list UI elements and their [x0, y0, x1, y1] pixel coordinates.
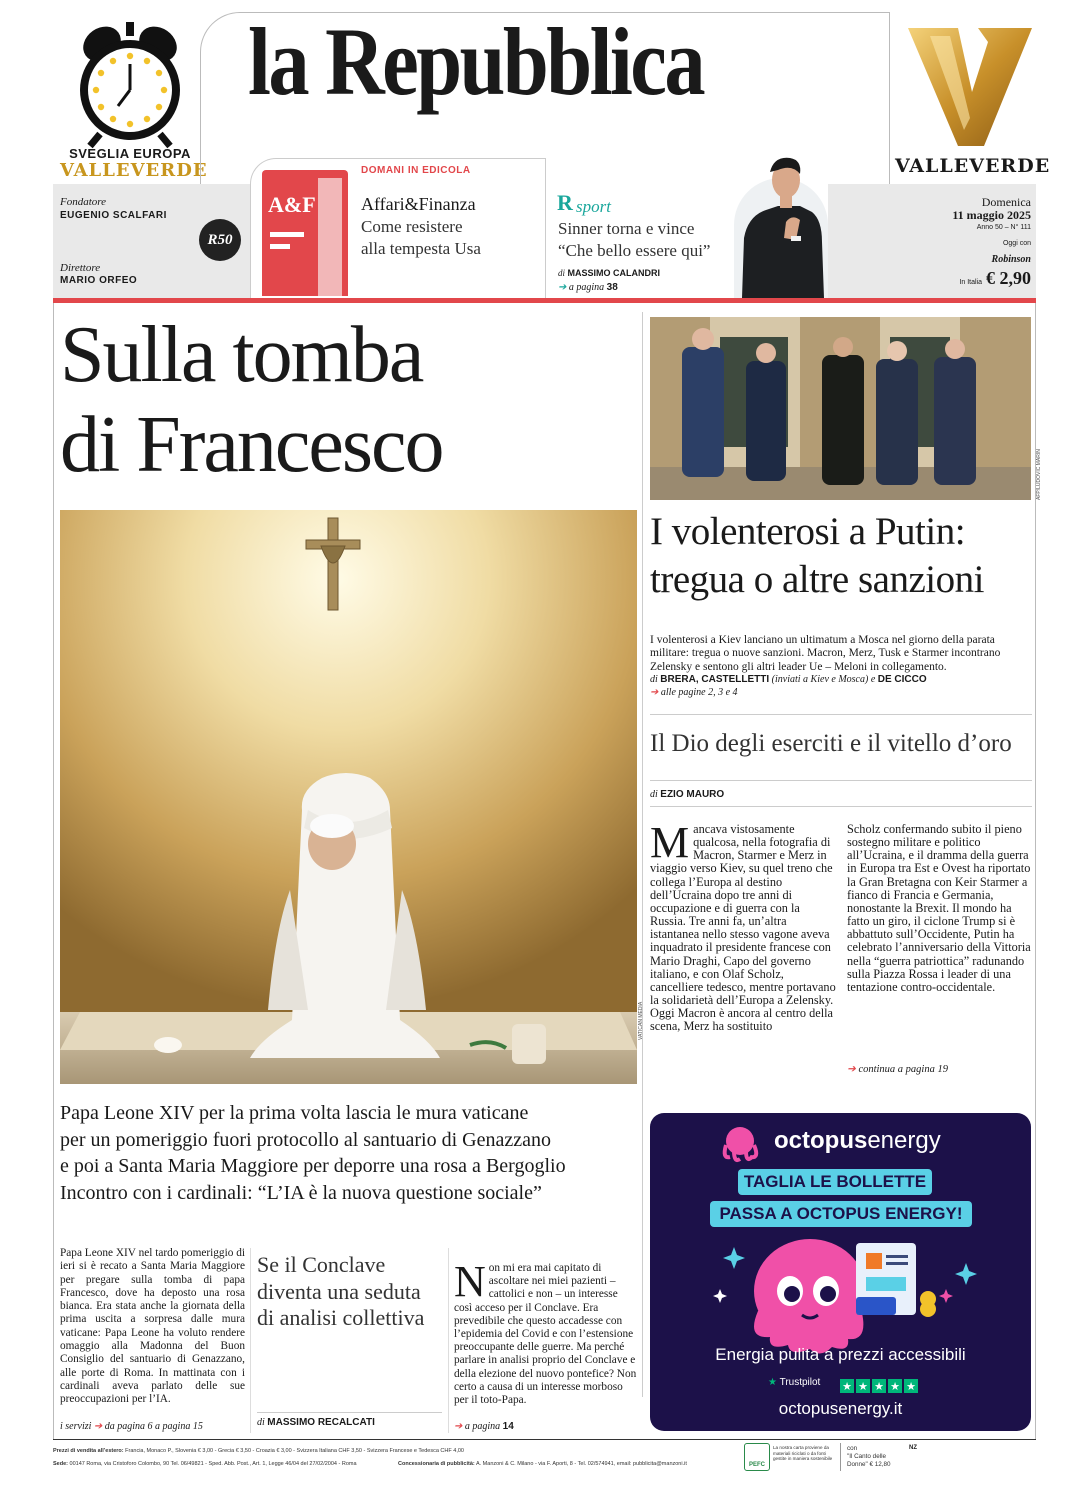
- european-leaders-photo[interactable]: [650, 317, 1031, 500]
- lead-body-text: Papa Leone XIV nel tardo pomeriggio di ieri si è recato a Santa Maria Maggiore per pregare sulla tomba di papa Francesco, dove ha deposto una rosa bianca. Era stata anche la giornata della prima uscita a sorpresa dalle mura vaticane: Papa Leone ha voluto rendere omaggio alla Madonna del Buon Consiglio del santuario di Genazzano, alle porte di Roma. In mattinata con i cardinali aveva parlato delle sue preoccupazioni per l’IA.: [60, 1247, 245, 1406]
- octopus-mascot-icon: [754, 1239, 866, 1354]
- cover-price: [900, 268, 1031, 289]
- af-title[interactable]: Affari&Finanza: [361, 194, 476, 214]
- issue-number: Anno 50 – N° 111: [976, 224, 1031, 231]
- page-number: 38: [606, 282, 618, 293]
- sport-headline-line: Sinner torna e vince: [558, 219, 695, 238]
- ad-url[interactable]: octopusenergy.it: [778, 1399, 903, 1418]
- footer-seat-label: Sede:: [53, 1461, 68, 1467]
- drop-cap: M: [650, 818, 690, 867]
- conclave-author: MASSIMO RECALCATI: [267, 1417, 375, 1428]
- director-label: Direttore: [60, 262, 101, 274]
- conclave-byline: [257, 1412, 442, 1428]
- ukraine-summary: I volenterosi a Kiev lanciano un ultimatum a Mosca nel giorno della parata militare: tregua o nuove sanzioni. Macron, Merz, Tusk e Starmer incontrano Zelensky e sentono gli altri leader Ue – Meloni in collegamento.: [650, 634, 1001, 673]
- af-subtitle: [361, 216, 481, 260]
- lead-deck: [60, 1100, 635, 1206]
- lead-headline-line: Sulla tomba: [60, 311, 423, 399]
- newspaper-logo[interactable]: la Repubblica: [248, 8, 704, 115]
- octopus-brand: [774, 1127, 941, 1155]
- svg-text:★: ★: [906, 1380, 916, 1393]
- valleverde-v-logo-icon: [900, 22, 1040, 152]
- lead-deck-line: e poi a Santa Maria Maggiore per deporre una rosa a Bergoglio: [60, 1155, 566, 1177]
- ukraine-page-ref[interactable]: [650, 687, 738, 698]
- footer-recycle-note: La nostra carta proviene da materiali riciclati o da fonti gestite in maniera sostenibile: [773, 1445, 833, 1461]
- price-value: € 2,90: [986, 268, 1031, 288]
- sport-page-ref[interactable]: [558, 282, 618, 293]
- founder-name: EUGENIO SCALFARI: [60, 210, 167, 221]
- trustpilot-stars-icon: [840, 1379, 918, 1393]
- footer-ads-text: A. Manzoni & C. Milano - via F. Aporti, 8 - Tel. 02/574941, email: pubblicita@manzoni.it: [475, 1461, 687, 1467]
- byline-and: e: [870, 674, 876, 685]
- price-label: In Italia: [959, 279, 982, 286]
- byline-prefix: di: [650, 789, 658, 800]
- domani-in-edicola-kicker: DOMANI IN EDICOLA: [361, 165, 471, 176]
- editorial-column-2: Scholz confermando subito il pieno sostegno militare e politico all’Ucraina, e il dramma della guerra in Europa tra Est e Ovest ha riportato la Gran Bretagna con Keir Starmer a fianco di Francia e Germania, nonostante la Brexit. Il mondo ha fatto un giro, il ciclone Trump si è abbattuto sull’Occidente, Putin ha celebrato l’anniversario della Vittoria nella “guerra patriottica” radunando sulla Piazza Rossa i leader di una tentazione contro-occidentale.: [847, 822, 1031, 994]
- sport-byline: [558, 268, 660, 278]
- arrow-right-icon: ➔: [847, 1064, 856, 1075]
- services-pages: da pagina 6 a pagina 15: [104, 1421, 203, 1432]
- svg-text:★: ★: [858, 1380, 868, 1393]
- conclave-page-ref[interactable]: [454, 1421, 514, 1432]
- lead-deck-line: Papa Leone XIV per la prima volta lascia le mura vaticane: [60, 1102, 529, 1124]
- editorial-continue: continua a pagina 19: [858, 1064, 948, 1075]
- af-decor-line: [270, 244, 290, 249]
- column-divider: [642, 312, 643, 1397]
- r-sport-logo: R: [557, 190, 573, 215]
- byline-prefix: di: [257, 1417, 265, 1428]
- column-rule: [448, 1248, 449, 1433]
- page-number: 14: [502, 1421, 514, 1432]
- byline-prefix: di: [650, 674, 658, 685]
- svg-text:★: ★: [890, 1380, 900, 1393]
- sport-author: MASSIMO CALANDRI: [567, 268, 661, 278]
- arrow-right-icon: ➔: [650, 687, 659, 698]
- director-name: MARIO ORFEO: [60, 275, 138, 286]
- ad-slogan-2: PASSA A OCTOPUS ENERGY!: [710, 1201, 972, 1227]
- arrow-right-icon: ➔: [558, 282, 567, 293]
- lead-headline[interactable]: [60, 310, 630, 490]
- date-full: 11 maggio 2025: [952, 208, 1031, 222]
- pefc-label: PEFC: [748, 1462, 765, 1468]
- arrow-right-icon: ➔: [454, 1421, 463, 1432]
- page-prefix: a pagina: [464, 1421, 501, 1432]
- lead-deck-line: Incontro con i cardinali: “L’IA è la nuova questione sociale”: [60, 1181, 542, 1204]
- pope-at-tomb-photo[interactable]: [60, 510, 637, 1084]
- svg-text:★: ★: [874, 1380, 884, 1393]
- valleverde-right-label: VALLEVERDE: [895, 155, 1051, 177]
- conclave-headline-line: Se il Conclave: [257, 1252, 386, 1277]
- af-subtitle-line: alla tempesta Usa: [361, 239, 481, 258]
- editorial-byline: [650, 789, 724, 800]
- conclave-text: on mi era mai capitato di ascoltare nei miei pazienti – cattolici e non – un interesse così acceso per il Conclave. Era prevedibile che questo accadesse con l’epidemia del Covid e con l’estensione preoccupante delle guerre. Ma perché parlare in analisi proprio del Conclave e della elezione del nuovo pontefice? Non certo a causa di un interesse morboso per il toto-Papa.: [454, 1262, 637, 1407]
- column-rule: [250, 1248, 251, 1433]
- footer-prices-label: Prezzi di vendita all’estero:: [53, 1448, 124, 1454]
- footer-rule: [53, 1439, 1036, 1440]
- lead-services-ref[interactable]: [60, 1421, 203, 1432]
- r50-badge: R50: [199, 219, 241, 261]
- arrow-right-icon: ➔: [93, 1421, 103, 1432]
- octopus-brand-2: energy: [867, 1127, 941, 1154]
- ukraine-byline: [650, 674, 927, 685]
- octopus-energy-ad[interactable]: [650, 1113, 1031, 1431]
- sveglia-brand-label: VALLEVERDE: [60, 160, 208, 181]
- sport-wordmark: sport: [576, 197, 611, 216]
- footer-ads-label: Concessionaria di pubblicità:: [398, 1461, 475, 1467]
- conclave-headline-line: di analisi collettiva: [257, 1305, 425, 1330]
- editorial-column-1: [650, 818, 836, 1034]
- footer-advertising: [398, 1461, 687, 1467]
- af-logo: A&F: [268, 192, 316, 217]
- with-label: Oggi con: [1002, 240, 1031, 247]
- trustpilot-star-icon: ★: [768, 1377, 777, 1388]
- svg-text:★: ★: [842, 1380, 852, 1393]
- founder-label: Fondatore: [60, 196, 107, 208]
- pope-photo-credit: VATICAN MEDIA: [638, 1001, 644, 1040]
- footer-supplement: [847, 1445, 907, 1469]
- footer-prices-text: Francia, Monaco P., Slovenia € 3,00 - Grecia € 3,50 - Croazia € 3,00 - Svizzera Italiana CHF 3,50 - Svizzera Francese e Tedesca CHF 4,00: [125, 1448, 464, 1454]
- byline-prefix: di: [558, 268, 566, 278]
- drop-cap: N: [454, 1257, 486, 1306]
- conclave-headline[interactable]: [257, 1252, 442, 1332]
- conclave-headline-line: diventa una seduta: [257, 1278, 421, 1304]
- with-supplement: Robinson: [991, 254, 1031, 265]
- editorial-headline[interactable]: Il Dio degli eserciti e il vitello d’oro: [650, 730, 1012, 757]
- section-rule: [650, 780, 1032, 781]
- section-rule: [650, 714, 1032, 715]
- editorial-author: EZIO MAURO: [660, 789, 725, 800]
- footer-with-title: "Il Canto delle Donne" € 12,80: [847, 1453, 891, 1468]
- sport-headline-line: “Che bello essere qui”: [558, 241, 711, 260]
- af-book-spine: [318, 178, 342, 296]
- footer-with-label: con: [847, 1445, 858, 1452]
- services-label: i servizi: [60, 1421, 92, 1432]
- date-day: Domenica: [981, 195, 1031, 209]
- ukraine-author-2: DE CICCO: [877, 674, 927, 685]
- footer-seat-text: 00147 Roma, via Cristoforo Colombo, 90 Tel. 06/49821 - Sped. Abb. Post., Art. 1, Legge 46/04 del 27/02/2004 - Roma: [69, 1461, 357, 1467]
- ukraine-headline[interactable]: [650, 508, 1035, 604]
- ukraine-headline-line: I volenterosi a Putin:: [650, 510, 966, 553]
- sport-headline[interactable]: [558, 218, 710, 262]
- trustpilot-text: Trustpilot: [779, 1377, 821, 1388]
- sinner-photo: [734, 150, 828, 298]
- sveglia-europa-label: SVEGLIA EUROPA: [69, 146, 191, 161]
- trustpilot-label: [768, 1377, 820, 1388]
- ukraine-pages: alle pagine 2, 3 e 4: [660, 687, 738, 698]
- conclave-body-text: [454, 1257, 638, 1407]
- page-prefix: a pagina: [568, 282, 605, 293]
- ukraine-authors-note: (inviati a Kiev e Mosca): [771, 674, 869, 685]
- footer-seat: [53, 1461, 357, 1467]
- footer-code: NZ: [909, 1445, 917, 1451]
- section-rule: [650, 806, 1032, 807]
- ad-claim: Energia pulita a prezzi accessibili: [715, 1345, 966, 1364]
- footer-prices: [53, 1448, 464, 1454]
- leaders-photo-credit: AFP/LUDOVIC MARIN: [1036, 449, 1042, 500]
- lead-headline-line: di Francesco: [60, 401, 443, 489]
- ad-slogan-1: TAGLIA LE BOLLETTE: [738, 1169, 932, 1195]
- octopus-logo-icon: [725, 1127, 757, 1160]
- ukraine-headline-line: tregua o altre sanzioni: [650, 558, 984, 601]
- ukraine-authors: BRERA, CASTELLETTI: [660, 674, 770, 685]
- editorial-text: ancava vistosamente qualcosa, nella fotografia di Macron, Starmer e Merz in viaggio verso Kiev, su quel treno che collega l’Europa al destino dell’Ucraina dopo tre anni di occupazione e di guerra con la Russia. Tre anni fa, un’altra istantanea nello stesso vagone aveva inquadrato il presidente francese con Mario Draghi, Capo del governo italiano, e con Olaf Scholz, cancelliere tedesco, mentre portavano la solidarietà dell’Europa a Zelensky. Oggi Macron è ancora al centro della scena, Merz ha sostituito: [650, 822, 836, 1034]
- bill-document-icon: [856, 1243, 936, 1317]
- octopus-brand-1: octopus: [774, 1127, 868, 1154]
- af-decor-line: [270, 232, 304, 237]
- editorial-continue-ref[interactable]: [847, 1063, 948, 1075]
- footer-divider: [840, 1443, 841, 1471]
- lead-deck-line: per un pomeriggio fuori protocollo al santuario di Genazzano: [60, 1128, 551, 1151]
- af-subtitle-line: Come resistere: [361, 217, 463, 236]
